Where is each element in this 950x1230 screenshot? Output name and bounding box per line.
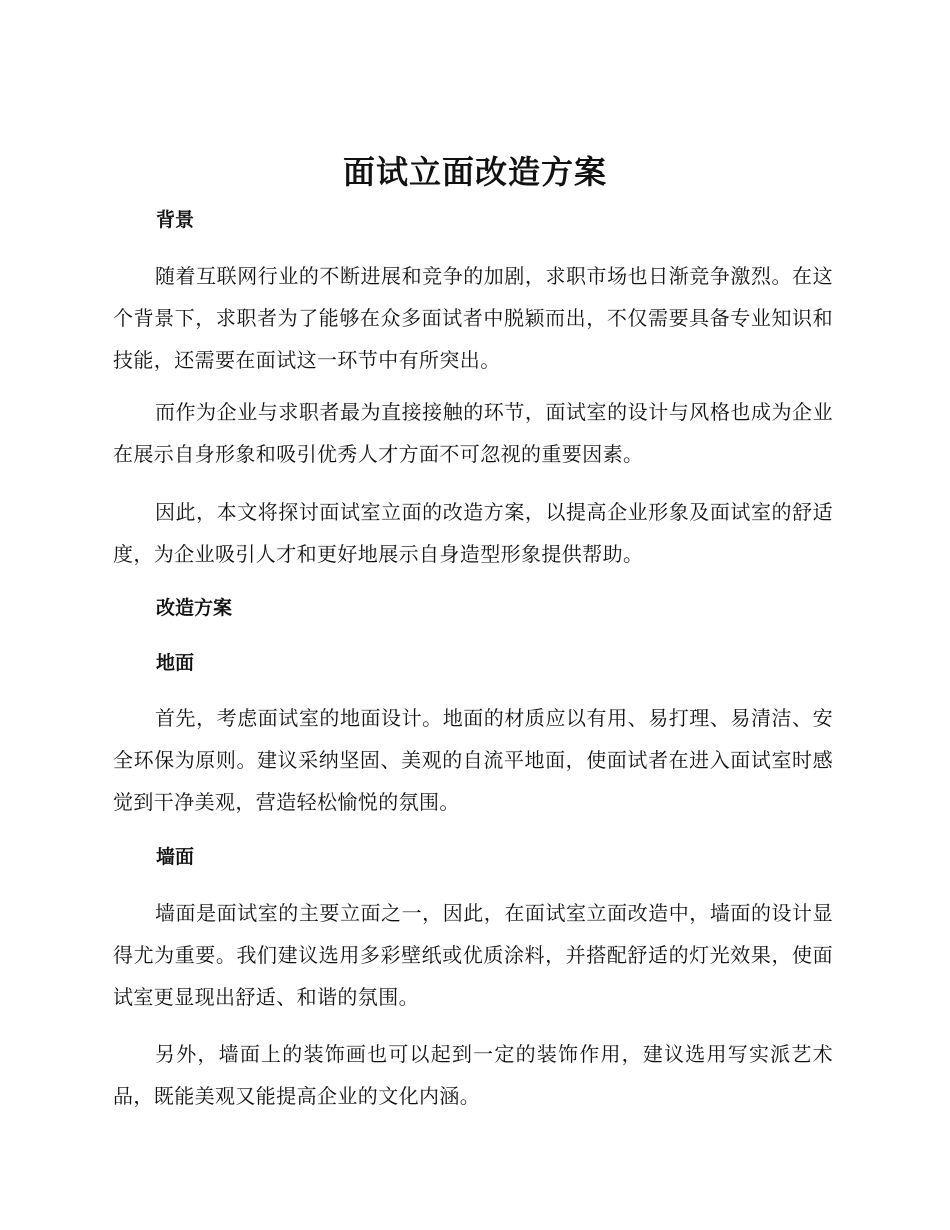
paragraph-background-1: 随着互联网行业的不断进展和竞争的加剧，求职市场也日渐竞争激烈。在这个背景下，求职者为了能够在众多面试者中脱颖而出，不仅需要具备专业知识和技能，还需要在面试这一环节中有所突出。 [113,264,833,372]
section-heading-plan: 改造方案 [156,597,233,619]
paragraph-wall-2: 另外，墙面上的装饰画也可以起到一定的装饰作用，建议选用写实派艺术品，既能美观又能提高企业的文化内涵。 [113,1042,833,1108]
section-heading-background: 背景 [156,209,195,231]
paragraph-floor-1: 首先，考虑面试室的地面设计。地面的材质应以有用、易打理、易清洁、安全环保为原则。建议采纳坚固、美观的自流平地面，使面试者在进入面试室时感觉到干净美观，营造轻松愉悦的氛围。 [113,706,833,814]
document-title: 面试立面改造方案 [342,153,607,191]
paragraph-background-2: 而作为企业与求职者最为直接接触的环节，面试室的设计与风格也成为企业在展示自身形象和吸引优秀人才方面不可忽视的重要因素。 [113,400,833,466]
paragraph-wall-1: 墙面是面试室的主要立面之一，因此，在面试室立面改造中，墙面的设计显得尤为重要。我们建议选用多彩壁纸或优质涂料，并搭配舒适的灯光效果，使面试室更显现出舒适、和谐的氛围。 [113,901,833,1009]
subsection-heading-wall: 墙面 [156,846,195,868]
paragraph-background-3: 因此，本文将探讨面试室立面的改造方案，以提高企业形象及面试室的舒适度，为企业吸引人才和更好地展示自身造型形象提供帮助。 [113,500,833,566]
subsection-heading-floor: 地面 [156,652,195,674]
